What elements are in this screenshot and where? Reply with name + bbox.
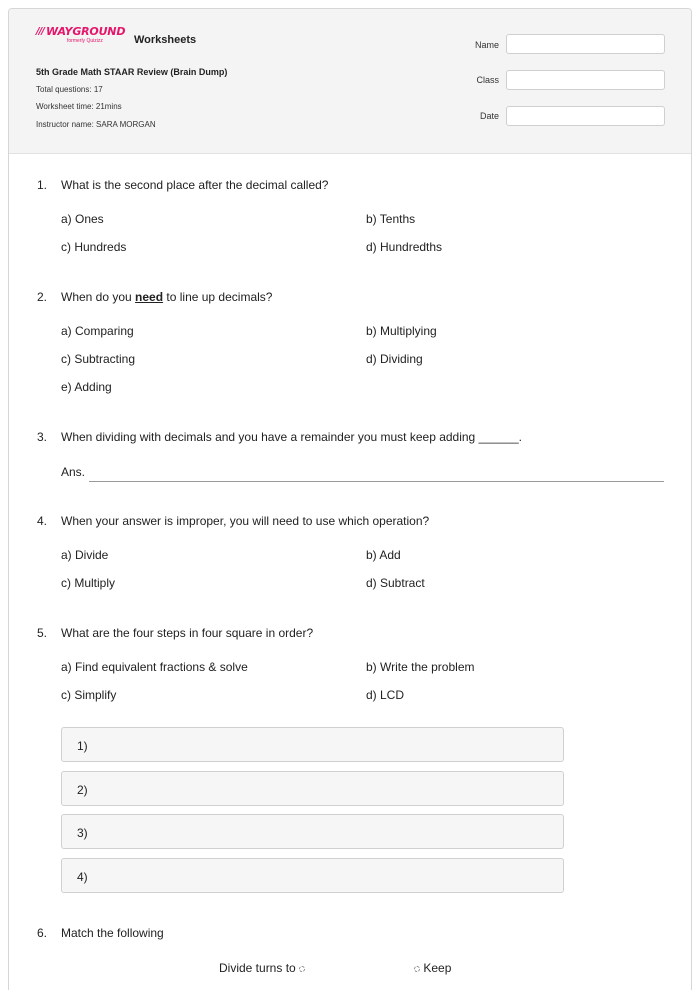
step-box-4[interactable]: 4) — [61, 858, 564, 893]
q2-option-c[interactable]: c) Subtracting — [61, 352, 136, 366]
question-number: 1. — [37, 178, 48, 192]
app-title: Worksheets — [134, 34, 197, 46]
match-dot-icon[interactable] — [299, 966, 305, 972]
question-text: When your answer is improper, you will need to use which operation? — [61, 514, 430, 528]
question-text: What are the four steps in four square in order? — [61, 626, 314, 640]
brand-logo — [36, 25, 125, 44]
instructor-name: Instructor name: SARA MORGAN — [36, 120, 156, 129]
step-box-1[interactable]: 1) — [61, 727, 564, 762]
match-left-label: Divide turns to — [219, 961, 296, 975]
question-number: 6. — [37, 926, 48, 940]
wayground-logo-icon: /// — [36, 26, 44, 37]
question-4 — [37, 514, 429, 528]
q1-option-c[interactable]: c) Hundreds — [61, 240, 127, 254]
worksheet-time: Worksheet time: 21mins — [36, 102, 122, 111]
question-text: What is the second place after the decimal called? — [61, 178, 329, 192]
q4-option-b[interactable]: b) Add — [366, 548, 401, 562]
question-number: 4. — [37, 514, 48, 528]
worksheet-header — [9, 9, 691, 154]
q2-option-a[interactable]: a) Comparing — [61, 324, 134, 338]
date-label: Date — [479, 111, 499, 121]
q5-option-b[interactable]: b) Write the problem — [366, 660, 475, 674]
brand-tagline: formerly Quizizz — [67, 38, 103, 44]
q4-option-a[interactable]: a) Divide — [61, 548, 109, 562]
question-3 — [37, 430, 522, 444]
answer-label: Ans. — [61, 465, 86, 479]
question-number: 3. — [37, 430, 48, 444]
q2-option-b[interactable]: b) Multiplying — [366, 324, 437, 338]
q2-option-d[interactable]: d) Dividing — [366, 352, 423, 366]
answer-line[interactable] — [89, 481, 664, 482]
total-questions: Total questions: 17 — [36, 85, 103, 94]
question-text: Match the following — [61, 926, 164, 940]
question-emphasis: need — [135, 290, 164, 304]
match-left-item — [219, 961, 305, 975]
q5-option-c[interactable]: c) Simplify — [61, 688, 117, 702]
q1-option-d[interactable]: d) Hundredths — [366, 240, 443, 254]
q4-option-c[interactable]: c) Multiply — [61, 576, 116, 590]
question-2 — [37, 290, 272, 304]
match-right-label: Keep — [423, 961, 452, 975]
question-text: When dividing with decimals and you have a remainder you must keep adding ______. — [61, 430, 522, 444]
class-label: Class — [476, 75, 499, 85]
question-1 — [37, 178, 328, 192]
q4-option-d[interactable]: d) Subtract — [366, 576, 425, 590]
question-number: 2. — [37, 290, 48, 304]
q5-option-d[interactable]: d) LCD — [366, 688, 405, 702]
step-box-2[interactable]: 2) — [61, 771, 564, 806]
step-box-3[interactable]: 3) — [61, 814, 564, 849]
worksheet-title: 5th Grade Math STAAR Review (Brain Dump) — [36, 67, 228, 77]
question-6 — [37, 926, 164, 940]
question-text-start: When do you — [61, 290, 136, 304]
worksheet-page — [8, 8, 692, 990]
question-text-end: to line up decimals? — [163, 290, 273, 304]
q5-option-a[interactable]: a) Find equivalent fractions & solve — [61, 660, 248, 674]
q1-option-a[interactable]: a) Ones — [61, 212, 104, 226]
question-number: 5. — [37, 626, 48, 640]
match-dot-icon[interactable] — [414, 966, 420, 972]
question-5 — [37, 626, 313, 640]
q2-option-e[interactable]: e) Adding — [61, 380, 112, 394]
match-right-item — [414, 961, 451, 975]
date-field[interactable] — [506, 106, 665, 126]
name-label: Name — [474, 40, 499, 50]
name-field[interactable] — [506, 34, 665, 54]
class-field[interactable] — [506, 70, 665, 90]
q1-option-b[interactable]: b) Tenths — [366, 212, 416, 226]
brand-name: WAYGROUND — [45, 25, 126, 38]
